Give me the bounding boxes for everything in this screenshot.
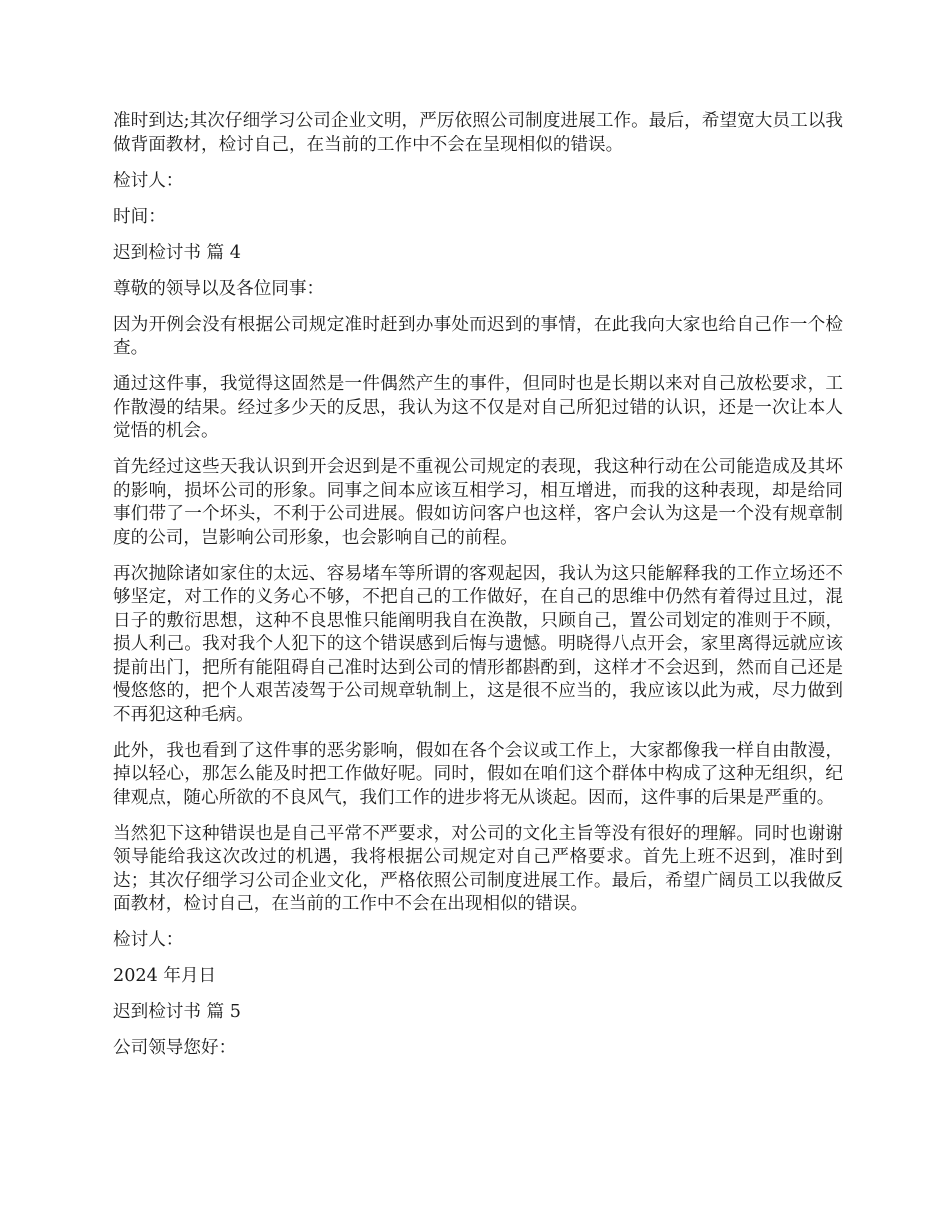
paragraph-reflection: 通过这件事，我觉得这固然是一件偶然产生的事件，但同时也是长期以来对自己放松要求，工作散漫的结果。经过多少天的反思，我认为这不仅是对自己所犯过错的认识，还是一次让本人觉悟的机会。 [113,374,843,441]
paragraph-closing-text: 准时到达;其次仔细学习公司企业文明，严厉依照公司制度进展工作。最后，希望宽大员工以我做背面教材，检讨自己，在当前的工作中不会在呈现相似的错误。 [113,111,843,155]
paragraph-first-point: 首先经过这些天我认识到开会迟到是不重视公司规定的表现，我这种行动在公司能造成及其坏的影响，损坏公司的形象。同事之间本应该互相学习，相互增进，而我的这种表现，却是给同事们带了一个坏头，不利于公司进展。假如访问客户也这样，客户会认为这是一个没有规章制度的公司，岂影响公司形象，也会影响自己的前程。 [113,457,843,548]
signature-line-2: 检讨人： [113,930,184,950]
document-page [113,110,843,1073]
paragraph-impact: 此外，我也看到了这件事的恶劣影响，假如在各个会议或工作上，大家都像我一样自由散漫，掉以轻心，那怎么能及时把工作做好呢。同时，假如在咱们这个群体中构成了这种无组织，纪律观点，随心所欲的不良风气，我们工作的进步将无从谈起。因而，这件事的后果是严重的。 [113,740,843,808]
date-line: 时间： [113,206,166,227]
signature-line: 检讨人： [113,170,184,191]
date-line-2: 2024 年月日 [113,966,217,986]
salutation: 尊敬的领导以及各位同事： [113,278,325,299]
section-heading-4: 迟到检讨书 篇 4 [113,242,241,263]
paragraph-intro: 因为开例会没有根据公司规定准时赶到办事处而迟到的事情，在此我向大家也给自己作一个检查。 [113,314,843,358]
paragraph-second-point: 再次抛除诸如家住的太远、容易堵车等所谓的客观起因，我认为这只能解释我的工作立场还不够坚定，对工作的义务心不够，不把自己的工作做好，在自己的思维中仍然有着得过且过，混日子的敷衍思想，这种不良思惟只能阐明我自在涣散，只顾自己，置公司划定的准则于不顾，损人利己。我对我个人犯下的这个错误感到后悔与遗憾。明晓得八点开会，家里离得远就应该提前出门，把所有能阻碍自己准时达到公司的情形都斟酌到，这样才不会迟到，然而自己还是慢悠悠的，把个人艰苦凌驾于公司规章轨制上，这是很不应当的，我应该以此为戒，尽力做到不再犯这种毛病。 [113,563,843,725]
salutation-2: 公司领导您好： [113,1038,237,1058]
paragraph-conclusion: 当然犯下这种错误也是自己平常不严要求，对公司的文化主旨等没有很好的理解。同时也谢谢领导能给我这次改过的机遇，我将根据公司规定对自己严格要求。首先上班不迟到，准时到达；其次仔细学习公司企业文化，严格依照公司制度进展工作。最后，希望广阔员工以我做反面教材，检讨自己，在当前的工作中不会在出现相似的错误。 [113,823,843,914]
section-heading-5: 迟到检讨书 篇 5 [113,1002,241,1022]
